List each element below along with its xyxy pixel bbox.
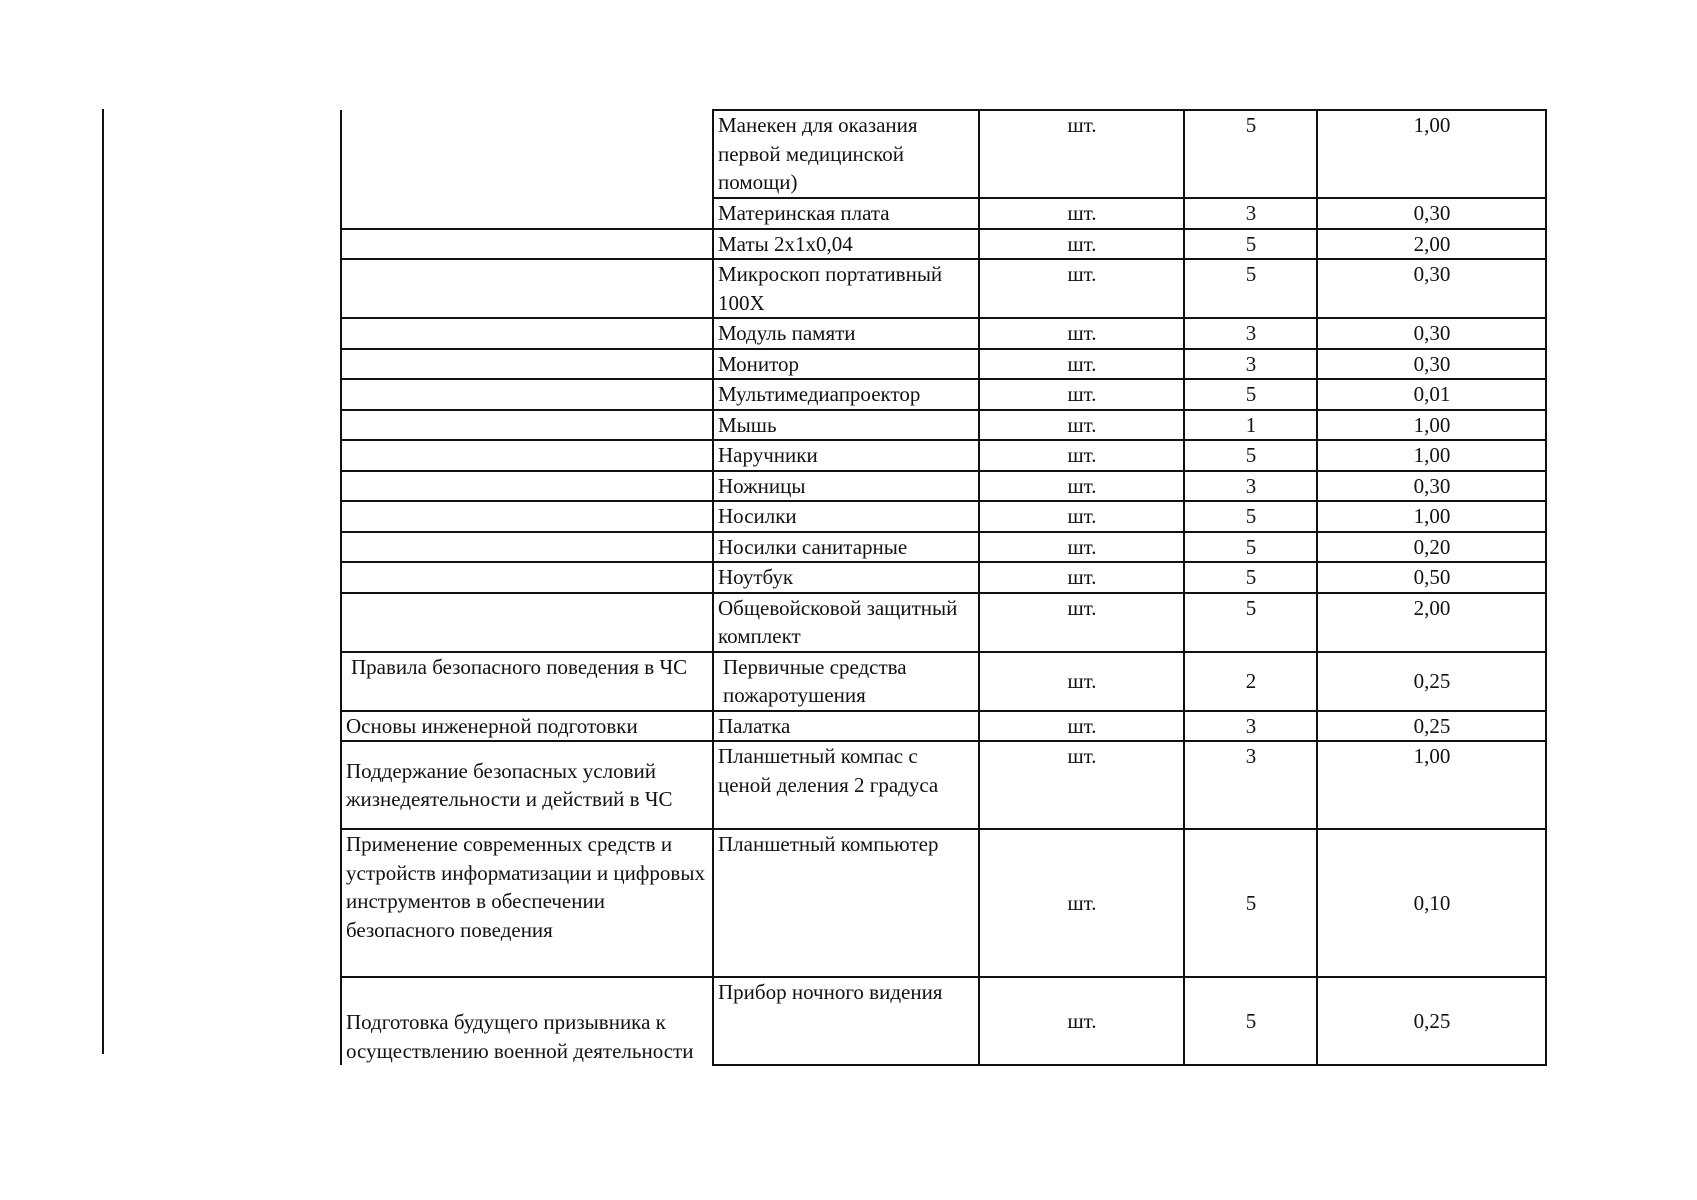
table-row xyxy=(341,977,1546,1065)
table-row xyxy=(341,198,1546,229)
unit-cell: шт. xyxy=(979,198,1184,229)
topic-cell xyxy=(341,198,713,229)
table-row xyxy=(341,440,1546,471)
table-row xyxy=(341,379,1546,410)
topic-cell xyxy=(341,229,713,260)
topic-cell xyxy=(341,562,713,593)
quantity-cell: 5 xyxy=(1184,110,1317,198)
unit-cell: шт. xyxy=(979,349,1184,380)
unit-cell: шт. xyxy=(979,532,1184,563)
unit-cell: шт. xyxy=(979,229,1184,260)
table-row xyxy=(341,259,1546,318)
unit-cell: шт. xyxy=(979,110,1184,198)
rate-cell: 1,00 xyxy=(1317,501,1546,532)
rate-cell: 0,20 xyxy=(1317,532,1546,563)
item-name-cell: Планшетный компас с ценой деления 2 градуса xyxy=(713,741,979,829)
item-name-cell: Маты 2х1х0,04 xyxy=(713,229,979,260)
quantity-cell: 5 xyxy=(1184,379,1317,410)
unit-cell: шт. xyxy=(979,379,1184,410)
rate-cell: 0,25 xyxy=(1317,711,1546,742)
table-row xyxy=(341,532,1546,563)
table-row xyxy=(341,652,1546,711)
unit-cell: шт. xyxy=(979,259,1184,318)
topic-cell xyxy=(341,259,713,318)
item-name-cell: Монитор xyxy=(713,349,979,380)
quantity-cell: 5 xyxy=(1184,829,1317,977)
quantity-cell: 3 xyxy=(1184,741,1317,829)
rate-cell: 1,00 xyxy=(1317,110,1546,198)
unit-cell: шт. xyxy=(979,471,1184,502)
quantity-cell: 5 xyxy=(1184,259,1317,318)
topic-cell: Применение современных средств и устройств информатизации и цифровых инструментов в обеспечении безопасного поведения xyxy=(341,829,713,977)
unit-cell: шт. xyxy=(979,741,1184,829)
unit-cell: шт. xyxy=(979,562,1184,593)
quantity-cell: 5 xyxy=(1184,562,1317,593)
quantity-cell: 5 xyxy=(1184,532,1317,563)
quantity-cell: 3 xyxy=(1184,349,1317,380)
item-name-cell: Манекен для оказания первой медицинской помощи) xyxy=(713,110,979,198)
table-row xyxy=(341,110,1546,198)
item-name-cell: Прибор ночного видения xyxy=(713,977,979,1065)
item-name-cell: Планшетный компьютер xyxy=(713,829,979,977)
quantity-cell: 5 xyxy=(1184,593,1317,652)
topic-cell: Основы инженерной подготовки xyxy=(341,711,713,742)
item-name-cell: Микроскоп портативный 100Х xyxy=(713,259,979,318)
table-row xyxy=(341,471,1546,502)
unit-cell: шт. xyxy=(979,593,1184,652)
rate-cell: 0,25 xyxy=(1317,652,1546,711)
table-row xyxy=(341,349,1546,380)
quantity-cell: 2 xyxy=(1184,652,1317,711)
topic-cell xyxy=(341,379,713,410)
unit-cell: шт. xyxy=(979,711,1184,742)
topic-cell xyxy=(341,349,713,380)
rate-cell: 0,30 xyxy=(1317,318,1546,349)
unit-cell: шт. xyxy=(979,977,1184,1065)
table-row xyxy=(341,229,1546,260)
item-name-cell: Мультимедиапроектор xyxy=(713,379,979,410)
table-row xyxy=(341,593,1546,652)
item-name-cell: Ножницы xyxy=(713,471,979,502)
topic-cell xyxy=(341,593,713,652)
topic-cell xyxy=(341,471,713,502)
item-name-cell: Носилки xyxy=(713,501,979,532)
topic-cell: Поддержание безопасных условий жизнедеятельности и действий в ЧС xyxy=(341,741,713,829)
quantity-cell: 3 xyxy=(1184,471,1317,502)
topic-cell: Подготовка будущего призывника к осуществлению военной деятельности xyxy=(341,977,713,1065)
table-row xyxy=(341,829,1546,977)
table-row xyxy=(341,318,1546,349)
unit-cell: шт. xyxy=(979,318,1184,349)
rate-cell: 0,25 xyxy=(1317,977,1546,1065)
rate-cell: 1,00 xyxy=(1317,440,1546,471)
rate-cell: 0,30 xyxy=(1317,349,1546,380)
unit-cell: шт. xyxy=(979,501,1184,532)
quantity-cell: 3 xyxy=(1184,318,1317,349)
quantity-cell: 5 xyxy=(1184,229,1317,260)
rate-cell: 0,30 xyxy=(1317,471,1546,502)
topic-cell xyxy=(341,532,713,563)
topic-cell xyxy=(341,318,713,349)
item-name-cell: Первичные средства пожаротушения xyxy=(713,652,979,711)
item-name-cell: Палатка xyxy=(713,711,979,742)
topic-cell xyxy=(341,501,713,532)
topic-cell xyxy=(341,440,713,471)
quantity-cell: 1 xyxy=(1184,410,1317,441)
quantity-cell: 3 xyxy=(1184,711,1317,742)
item-name-cell: Ноутбук xyxy=(713,562,979,593)
left-margin-rule xyxy=(102,109,104,1054)
rate-cell: 0,01 xyxy=(1317,379,1546,410)
table-row xyxy=(341,410,1546,441)
table-row xyxy=(341,711,1546,742)
topic-cell xyxy=(341,410,713,441)
item-name-cell: Материнская плата xyxy=(713,198,979,229)
rate-cell: 2,00 xyxy=(1317,593,1546,652)
rate-cell: 0,10 xyxy=(1317,829,1546,977)
unit-cell: шт. xyxy=(979,440,1184,471)
rate-cell: 0,30 xyxy=(1317,198,1546,229)
item-name-cell: Общевойсковой защитный комплект xyxy=(713,593,979,652)
quantity-cell: 3 xyxy=(1184,198,1317,229)
rate-cell: 2,00 xyxy=(1317,229,1546,260)
topic-cell: Правила безопасного поведения в ЧС xyxy=(341,652,713,711)
rate-cell: 1,00 xyxy=(1317,741,1546,829)
table-row xyxy=(341,562,1546,593)
quantity-cell: 5 xyxy=(1184,501,1317,532)
item-name-cell: Модуль памяти xyxy=(713,318,979,349)
rate-cell: 0,30 xyxy=(1317,259,1546,318)
item-name-cell: Носилки санитарные xyxy=(713,532,979,563)
quantity-cell: 5 xyxy=(1184,440,1317,471)
rate-cell: 1,00 xyxy=(1317,410,1546,441)
unit-cell: шт. xyxy=(979,829,1184,977)
item-name-cell: Мышь xyxy=(713,410,979,441)
topic-cell xyxy=(341,110,713,198)
quantity-cell: 5 xyxy=(1184,977,1317,1065)
unit-cell: шт. xyxy=(979,410,1184,441)
unit-cell: шт. xyxy=(979,652,1184,711)
equipment-table xyxy=(340,109,1547,1066)
rate-cell: 0,50 xyxy=(1317,562,1546,593)
table-row xyxy=(341,501,1546,532)
item-name-cell: Наручники xyxy=(713,440,979,471)
table-row xyxy=(341,741,1546,829)
